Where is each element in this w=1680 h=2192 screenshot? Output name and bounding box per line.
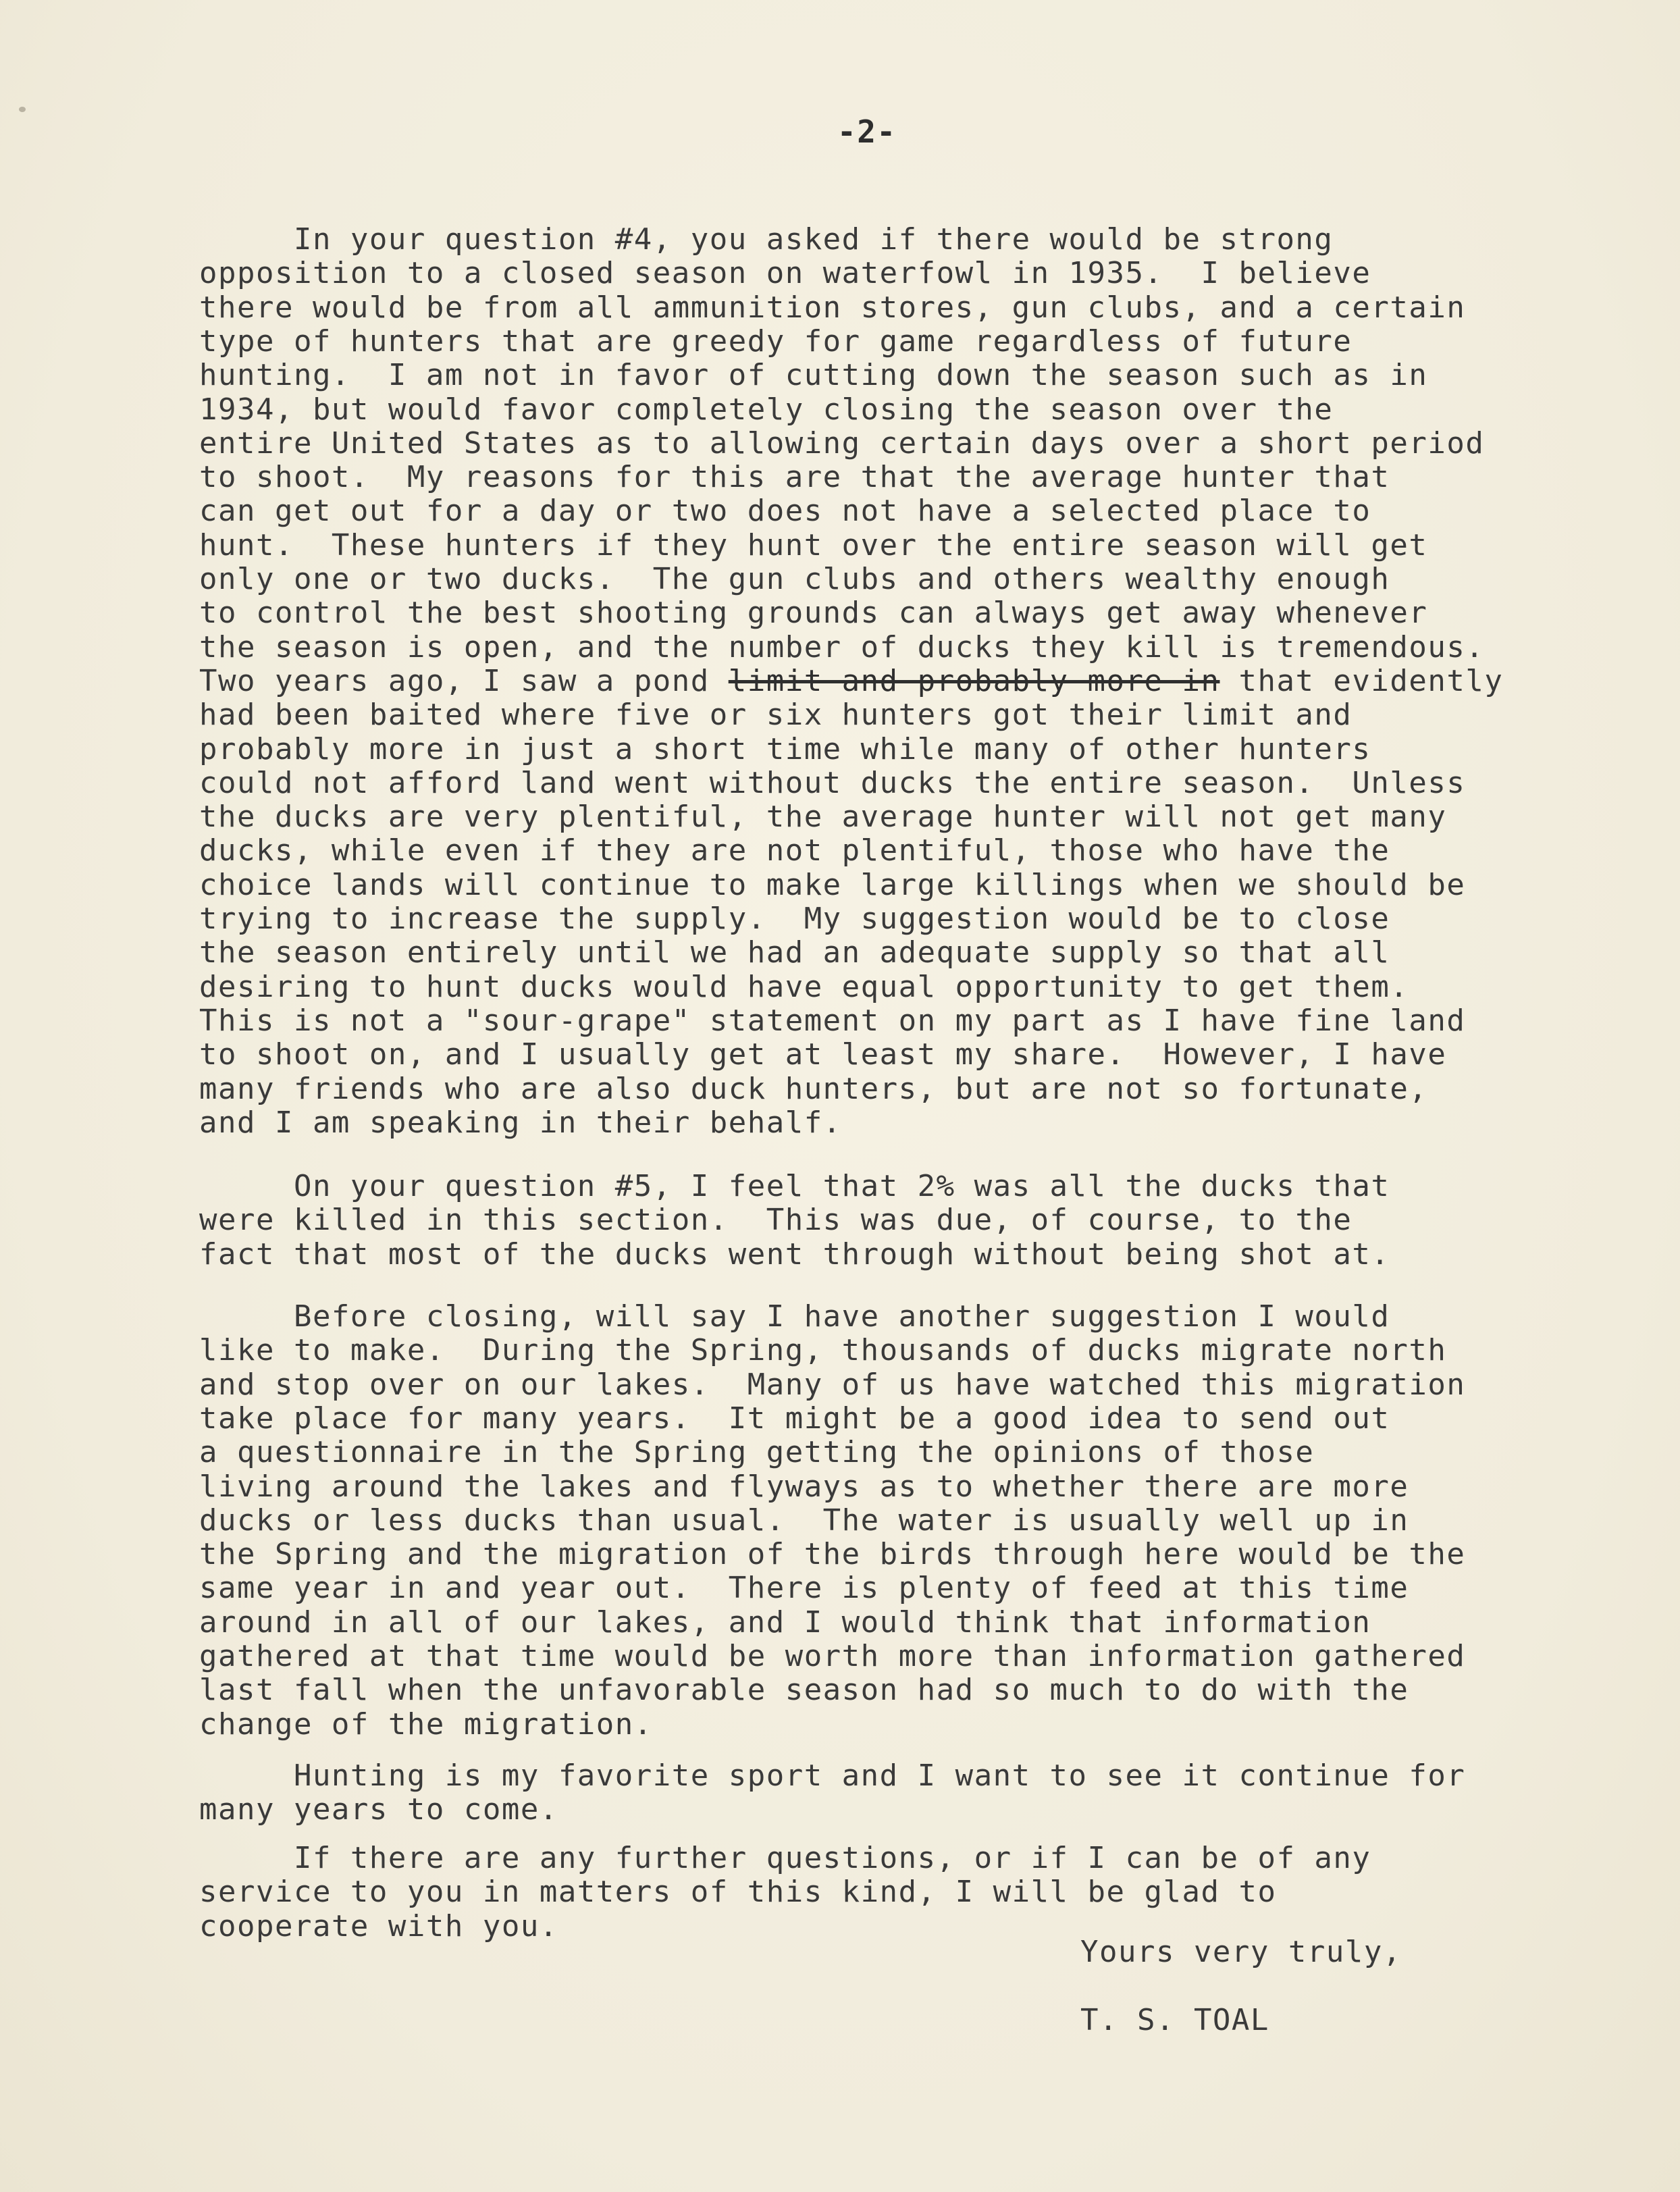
- paragraph-1-line: hunt. These hunters if they hunt over the entire season will get: [199, 527, 1428, 563]
- closing-salutation: Yours very truly,: [1080, 1935, 1402, 1969]
- paragraph-2-line: fact that most of the ducks went through without being shot at.: [199, 1236, 1390, 1272]
- paragraph-5-line: service to you in matters of this kind, I will be glad to: [199, 1875, 1277, 1910]
- paragraph-1-line: probably more in just a short time while many of other hunters: [199, 731, 1371, 766]
- paragraph-3-line: a questionnaire in the Spring getting the opinions of those: [199, 1435, 1315, 1470]
- paragraph-3-line: take place for many years. It might be a good idea to send out: [199, 1401, 1390, 1436]
- paragraph-4-line: Hunting is my favorite sport and I want to see it continue for: [199, 1758, 1466, 1793]
- paragraph-1-line: entire United States as to allowing certain days over a short period: [199, 425, 1485, 461]
- paper-speck: [19, 107, 26, 112]
- paragraph-3-line: change of the migration.: [199, 1706, 653, 1742]
- paragraph-3-line: like to make. During the Spring, thousands of ducks migrate north: [199, 1333, 1447, 1368]
- paragraph-1-line: to control the best shooting grounds can always get away whenever: [199, 596, 1428, 631]
- paragraph-1-line: had been baited where five or six hunters got their limit and: [199, 698, 1353, 733]
- paragraph-1-line: the season is open, and the number of ducks they kill is tremendous.: [199, 629, 1485, 664]
- paragraph-3-line: ducks or less ducks than usual. The water is usually well up in: [199, 1503, 1409, 1538]
- paragraph-5-line: cooperate with you.: [199, 1908, 558, 1943]
- paragraph-1-line: This is not a "sour-grape" statement on my part as I have fine land: [199, 1003, 1466, 1038]
- paragraph-1-line: ducks, while even if they are not plentiful, those who have the: [199, 833, 1390, 868]
- paragraph-1-line: the season entirely until we had an adequate supply so that all: [199, 935, 1390, 970]
- paragraph-1-line: the ducks are very plentiful, the average hunter will not get many: [199, 800, 1447, 835]
- paragraph-1-line: there would be from all ammunition stores, gun clubs, and a certain: [199, 290, 1466, 325]
- paragraph-1-line: can get out for a day or two does not have a selected place to: [199, 494, 1371, 529]
- paragraph-3-line: gathered at that time would be worth more than information gathered: [199, 1639, 1466, 1673]
- paragraph-1-line: Two years ago, I saw a pond limit and probably more in that evidently: [199, 663, 1504, 698]
- paragraph-1-line: choice lands will continue to make large killings when we should be: [199, 867, 1466, 902]
- paragraph-1-line: and I am speaking in their behalf.: [199, 1105, 842, 1140]
- signature-name: T. S. TOAL: [1080, 2003, 1269, 2037]
- paragraph-1-line: only one or two ducks. The gun clubs and others wealthy enough: [199, 562, 1390, 596]
- paragraph-1-line: could not afford land went without ducks the entire season. Unless: [199, 765, 1466, 800]
- paragraph-1-line: 1934, but would favor completely closing the season over the: [199, 392, 1334, 427]
- paragraph-1-line: to shoot on, and I usually get at least my share. However, I have: [199, 1037, 1447, 1072]
- paragraph-3-line: Before closing, will say I have another suggestion I would: [199, 1299, 1390, 1334]
- paragraph-1-line: trying to increase the supply. My suggestion would be to close: [199, 902, 1390, 936]
- paragraph-1-line: many friends who are also duck hunters, but are not so fortunate,: [199, 1071, 1428, 1106]
- paragraph-1-line: opposition to a closed season on waterfowl in 1935. I believe: [199, 256, 1371, 291]
- struck-out-text: limit and probably more in: [728, 663, 1220, 698]
- paragraph-2-line: were killed in this section. This was due, of course, to the: [199, 1203, 1353, 1238]
- paragraph-5-line: If there are any further questions, or if I can be of any: [199, 1841, 1371, 1875]
- paragraph-3-line: last fall when the unfavorable season had so much to do with the: [199, 1673, 1409, 1708]
- paragraph-3-line: living around the lakes and flyways as to whether there are more: [199, 1469, 1409, 1504]
- page-number: -2-: [837, 113, 897, 150]
- paragraph-2-line: On your question #5, I feel that 2% was all the ducks that: [199, 1169, 1390, 1203]
- paragraph-1-line: type of hunters that are greedy for game regardless of future: [199, 323, 1353, 359]
- paragraph-3-line: and stop over on our lakes. Many of us have watched this migration: [199, 1367, 1466, 1402]
- paragraph-3-line: around in all of our lakes, and I would think that information: [199, 1604, 1371, 1640]
- paragraph-1-line: hunting. I am not in favor of cutting down the season such as in: [199, 358, 1428, 393]
- paragraph-1-line: to shoot. My reasons for this are that the average hunter that: [199, 460, 1390, 495]
- paragraph-3-line: same year in and year out. There is plenty of feed at this time: [199, 1571, 1409, 1606]
- paragraph-1-line: In your question #4, you asked if there would be strong: [199, 222, 1334, 257]
- paragraph-4-line: many years to come.: [199, 1792, 558, 1827]
- paragraph-1-line: desiring to hunt ducks would have equal opportunity to get them.: [199, 969, 1409, 1004]
- paragraph-3-line: the Spring and the migration of the birds through here would be the: [199, 1537, 1466, 1572]
